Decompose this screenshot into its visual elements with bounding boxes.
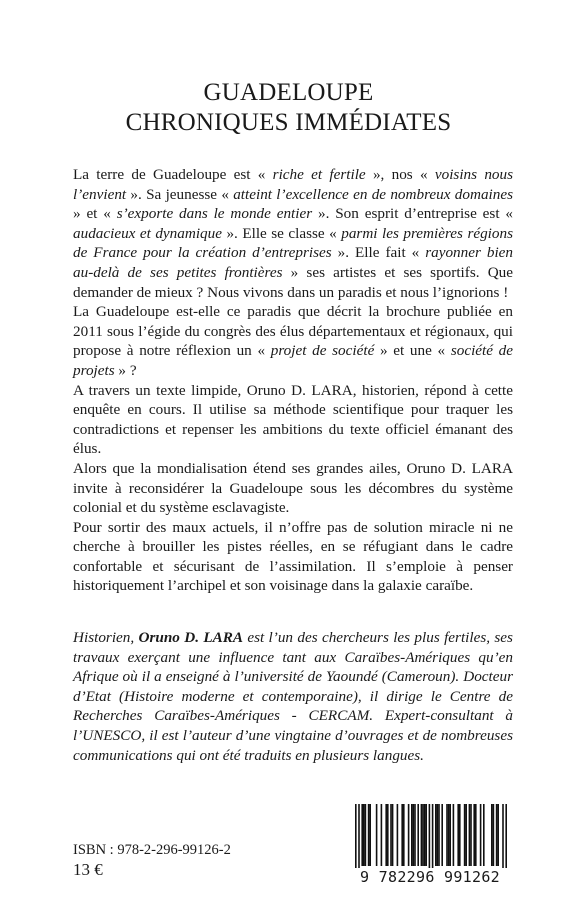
quote-run: parmi les premières régions de France pour la création d’entreprises bbox=[73, 224, 514, 262]
barcode-bar bbox=[414, 804, 416, 866]
barcode-bar bbox=[424, 804, 426, 866]
barcode-bar bbox=[408, 804, 410, 866]
barcode-bar bbox=[496, 804, 498, 866]
isbn-barcode bbox=[345, 804, 515, 886]
barcode-bar bbox=[401, 804, 403, 866]
isbn-label: ISBN : 978-2-296-99126-2 bbox=[73, 842, 231, 858]
barcode-bar bbox=[469, 804, 471, 866]
barcode-bar bbox=[457, 804, 459, 866]
barcode-bar bbox=[435, 804, 437, 866]
text-run: ». Son esprit d’entreprise est « bbox=[312, 205, 513, 223]
barcode-bar bbox=[361, 804, 363, 866]
quote-run: riche et fertile bbox=[272, 166, 366, 183]
text-run: La Guadeloupe est-elle ce paradis que décrit la brochure publiée en 2011 sous l’égide du congrès des élus départementaux et régionaux, qui propose à notre réflexion un « bbox=[73, 303, 513, 360]
quote-run: s’exporte dans le monde entier bbox=[116, 205, 313, 223]
barcode-bar bbox=[376, 804, 378, 866]
text-run: ». Elle se classe « bbox=[221, 224, 342, 242]
barcode-bar bbox=[429, 804, 431, 870]
barcode-digits: 9 782296 991262 bbox=[345, 868, 515, 886]
quote-run: société de projets bbox=[73, 342, 514, 379]
barcode-bar bbox=[381, 804, 383, 866]
book-title bbox=[0, 78, 577, 138]
barcode-bar bbox=[425, 804, 427, 866]
barcode-bar bbox=[491, 804, 493, 866]
barcode-bar bbox=[390, 804, 392, 866]
barcode-bar bbox=[365, 804, 367, 866]
barcode-bar bbox=[459, 804, 461, 866]
text-run: » et « bbox=[73, 205, 117, 223]
barcode-bar bbox=[358, 804, 360, 870]
text-run: » ses artistes et ses sportifs. Que demander de mieux ? Nous vivons dans un paradis et nous l’ignorions ! bbox=[73, 263, 513, 301]
barcode-bar bbox=[475, 804, 477, 866]
text-run: ». Sa jeunesse « bbox=[126, 185, 234, 203]
text-run: La terre de Guadeloupe est « bbox=[73, 166, 273, 183]
barcode-bars bbox=[345, 804, 515, 870]
quote-run: rayonner bien au-delà de ses petites frontières bbox=[73, 244, 513, 281]
author-bio bbox=[73, 628, 513, 765]
bio-rest: est l’un des chercheurs les plus fertiles, ses travaux exerçant une influence tant aux Caraïbes-Amériques qu’en Afrique où il a enseigné à l’université de Yaoundé (Cameroun). Docteur d’Etat (Histoire moderne et contemporaine), il dirige le Centre de Recherches Caraïbes-Amériques - CERCAM. Expert-consultant à l’UNESCO, il est l’auteur d’une vingtaine d’ouvrages et de nombreuses communications qui ont été traduits en plusieurs langues. bbox=[73, 629, 513, 764]
blurb-text bbox=[73, 165, 513, 596]
barcode-bar bbox=[385, 804, 387, 866]
barcode-bar bbox=[397, 804, 399, 866]
author-name: Oruno D. LARA bbox=[138, 629, 243, 646]
barcode-bar bbox=[413, 804, 415, 866]
barcode-bar bbox=[441, 804, 443, 866]
quote-run: voisins nous l’envient bbox=[73, 166, 514, 203]
blurb-paragraph-5: Pour sortir des maux actuels, il n’offre pas de solution miracle ni ne cherche à brouiller les pistes réelles, en se réfugiant dans le cadre confortable et sécurisant de l’assimilation. Il s’emploie à penser historiquement l’archipel et son voisinage dans la galaxie caraïbe. bbox=[73, 518, 513, 595]
barcode-bar bbox=[465, 804, 467, 866]
barcode-bar bbox=[403, 804, 405, 866]
text-run: » et une « bbox=[374, 342, 451, 360]
text-run: » ? bbox=[114, 361, 137, 379]
title-line-2: CHRONIQUES IMMÉDIATES bbox=[125, 109, 452, 136]
barcode-bar bbox=[470, 804, 472, 866]
barcode-bar bbox=[448, 804, 450, 866]
title-line-1: GUADELOUPE bbox=[203, 79, 374, 106]
bio-intro: Historien, bbox=[73, 629, 139, 646]
barcode-bar bbox=[437, 804, 439, 866]
barcode-bar bbox=[368, 804, 370, 866]
barcode-bar bbox=[453, 804, 455, 866]
barcode-bar bbox=[483, 804, 485, 866]
barcode-bar bbox=[473, 804, 475, 866]
quote-run: audacieux et dynamique bbox=[73, 224, 222, 242]
barcode-bar bbox=[417, 804, 419, 866]
barcode-bar bbox=[480, 804, 482, 866]
blurb-paragraph-4: Alors que la mondialisation étend ses grandes ailes, Oruno D. LARA invite à reconsidérer la Guadeloupe sous les décombres du système colonial et du système esclavagiste. bbox=[73, 459, 513, 517]
barcode-bar bbox=[363, 804, 365, 866]
blurb-paragraph-2 bbox=[73, 302, 513, 380]
barcode-bar bbox=[411, 804, 413, 866]
barcode-bar bbox=[497, 804, 499, 866]
quote-run: atteint l’excellence en de nombreux domaines bbox=[233, 185, 513, 203]
barcode-bar bbox=[421, 804, 423, 866]
barcode-bar bbox=[464, 804, 466, 866]
barcode-bar bbox=[355, 804, 357, 870]
barcode-bar bbox=[446, 804, 448, 866]
barcode-bar bbox=[449, 804, 451, 866]
barcode-bar bbox=[422, 804, 424, 866]
barcode-bar bbox=[438, 804, 440, 866]
barcode-bar bbox=[502, 804, 504, 870]
barcode-bar bbox=[392, 804, 394, 866]
barcode-bar bbox=[505, 804, 507, 870]
barcode-bar bbox=[387, 804, 389, 866]
barcode-bar bbox=[369, 804, 371, 866]
text-run: ». Elle fait « bbox=[331, 244, 426, 262]
barcode-bar bbox=[432, 804, 434, 870]
price-label: 13 € bbox=[73, 860, 103, 879]
blurb-paragraph-1 bbox=[73, 165, 513, 302]
blurb-paragraph-3: A travers un texte limpide, Oruno D. LARA, historien, répond à cette enquête en cours. Il utilise sa méthode scientifique pour traquer les contradictions et repenser les ambitions du texte officiel émanant des élus. bbox=[73, 381, 513, 458]
text-run: », nos « bbox=[365, 166, 435, 183]
barcode-bar bbox=[493, 804, 495, 866]
quote-run: projet de société bbox=[270, 342, 375, 360]
